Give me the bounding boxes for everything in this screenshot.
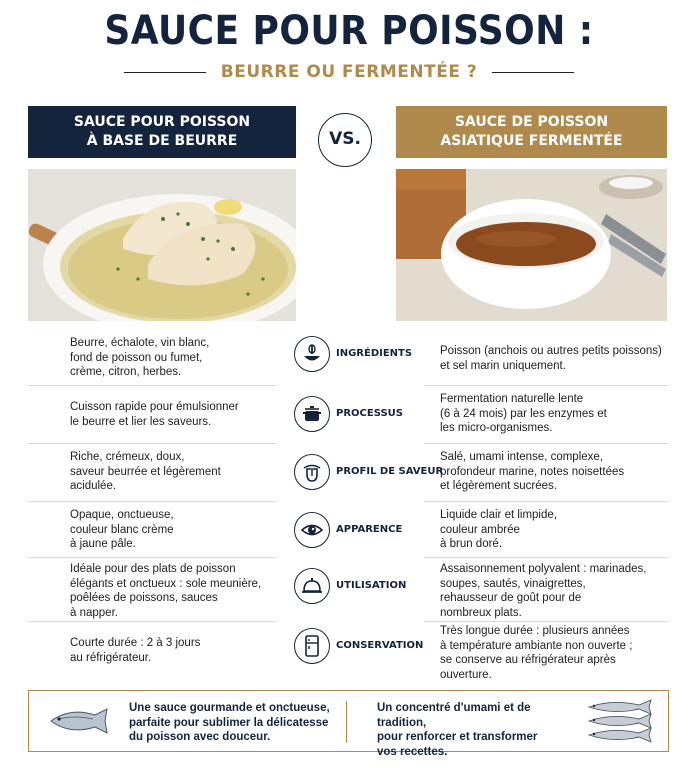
- subtitle-rule-right: [492, 72, 574, 73]
- left-header-line2: À BASE DE BEURRE: [86, 133, 238, 149]
- fish-sauce-cell: [440, 562, 670, 620]
- butter-sauce-cell: [70, 400, 280, 429]
- cell-line: rehausseur de goût pour de: [440, 592, 582, 604]
- cell-line: et sel marin uniquement.: [440, 359, 566, 372]
- cell-line: nombreux plats.: [440, 606, 522, 619]
- subtitle-row: [0, 60, 698, 86]
- cell-line: soupes, sautés, vinaigrettes,: [440, 577, 586, 590]
- butter-sauce-cell: [70, 562, 280, 620]
- whisk-bowl-icon: [294, 336, 330, 372]
- cell-line: Beurre, échalote, vin blanc,: [70, 337, 210, 349]
- row-label: CONSERVATION: [336, 640, 424, 651]
- butter-sauce-cell: [70, 636, 280, 665]
- fish-sauce-illustration: [396, 169, 667, 321]
- row-label: PROFIL DE SAVEUR: [336, 466, 444, 477]
- cell-line: ouverture.: [440, 668, 492, 681]
- cell-line: Riche, crémeux, doux,: [70, 451, 185, 463]
- cell-line: profondeur marine, notes noisettées: [440, 465, 625, 478]
- pot-icon: [294, 396, 330, 432]
- cell-line: le beurre et lier les saveurs.: [70, 415, 212, 428]
- cell-line: fond de poisson ou fumet,: [70, 351, 203, 364]
- cell-line: crème, citron, herbes.: [70, 366, 182, 378]
- fish-sauce-cell: [440, 508, 670, 552]
- cell-line: acidulée.: [70, 480, 117, 492]
- fish-sauce-cell: [440, 624, 670, 682]
- right-header-line2: ASIATIQUE FERMENTÉE: [440, 133, 623, 149]
- row-label: APPARENCE: [336, 524, 403, 535]
- cell-line: et légèrement sucrées.: [440, 480, 557, 492]
- cell-line: Idéale pour des plats de poisson: [70, 563, 236, 575]
- cloche-icon: [294, 568, 330, 604]
- fish-sauce-photo: [396, 169, 667, 321]
- table-row: [28, 444, 668, 502]
- butter-sauce-illustration: [28, 169, 296, 321]
- table-row: [28, 326, 668, 386]
- cell-line: à jaune pâle.: [70, 538, 136, 550]
- footer-left-line: du poisson avec douceur.: [129, 731, 271, 743]
- butter-sauce-photo: [28, 169, 296, 321]
- footer-right-text: [377, 701, 582, 759]
- cell-line: à température ambiante non ouverte ;: [440, 639, 633, 652]
- table-row: [28, 502, 668, 558]
- cell-line: Assaisonnement polyvalent : marinades,: [440, 563, 647, 575]
- fish-sauce-cell: [440, 392, 670, 436]
- cell-line: Salé, umami intense, complexe,: [440, 451, 603, 463]
- page-subtitle: BEURRE OU FERMENTÉE ?: [220, 62, 478, 82]
- butter-sauce-cell: [70, 508, 280, 552]
- left-column-header: [28, 106, 296, 158]
- table-row: [28, 558, 668, 622]
- cell-line: Courte durée : 2 à 3 jours: [70, 637, 201, 649]
- row-label: UTILISATION: [336, 580, 407, 591]
- cell-line: à brun doré.: [440, 538, 503, 550]
- tongue-icon: [294, 454, 330, 490]
- row-label: PROCESSUS: [336, 408, 403, 419]
- cell-line: Cuisson rapide pour émulsionner: [70, 401, 239, 413]
- butter-sauce-cell: [70, 336, 280, 380]
- cell-line: se conserve au réfrigérateur après: [440, 654, 616, 666]
- footer-box: [28, 690, 669, 758]
- table-row: [28, 386, 668, 444]
- cell-line: couleur ambrée: [440, 523, 520, 536]
- left-header-line1: SAUCE POUR POISSON: [73, 114, 251, 130]
- row-label: INGRÉDIENTS: [336, 348, 413, 359]
- cell-line: élégants et onctueux : sole meunière,: [70, 577, 262, 590]
- footer-divider: [346, 701, 347, 743]
- cell-line: Poisson (anchois ou autres petits poissons): [440, 345, 662, 357]
- page-title: SAUCE POUR POISSON :: [104, 8, 594, 54]
- fish-sauce-cell: [440, 344, 670, 373]
- footer-left-text: [129, 701, 339, 745]
- cell-line: au réfrigérateur.: [70, 651, 152, 664]
- right-column-header: [396, 106, 667, 158]
- butter-sauce-cell: [70, 450, 280, 494]
- cell-line: les micro-organismes.: [440, 422, 553, 434]
- cell-line: saveur beurrée et légèrement: [70, 465, 221, 478]
- cell-line: Fermentation naturelle lente: [440, 393, 584, 405]
- vs-badge: VS.: [318, 113, 372, 167]
- cell-line: poêlées de poissons, sauces: [70, 592, 218, 604]
- table-row: [28, 622, 668, 684]
- cell-line: Très longue durée : plusieurs années: [440, 625, 630, 637]
- cell-line: Opaque, onctueuse,: [70, 509, 174, 521]
- fish-sauce-cell: [440, 450, 670, 494]
- footer-left-line: Une sauce gourmande et onctueuse,: [129, 702, 330, 714]
- cell-line: couleur blanc crème: [70, 523, 174, 536]
- eye-icon: [294, 512, 330, 548]
- fish-icon: [45, 705, 117, 737]
- right-header-line1: SAUCE DE POISSON: [454, 114, 609, 130]
- footer-right-line: vos recettes.: [377, 745, 448, 758]
- footer-left-line: parfaite pour sublimer la délicatesse: [129, 716, 329, 729]
- cell-line: (6 à 24 mois) par les enzymes et: [440, 407, 607, 420]
- footer-right-line: pour renforcer et transformer: [377, 731, 538, 743]
- cell-line: à napper.: [70, 606, 118, 619]
- fridge-icon: [294, 628, 330, 664]
- cell-line: Liquide clair et limpide,: [440, 509, 557, 521]
- footer-right-line: Un concentré d'umami et de tradition,: [377, 702, 531, 729]
- sardines-icon: [585, 697, 655, 745]
